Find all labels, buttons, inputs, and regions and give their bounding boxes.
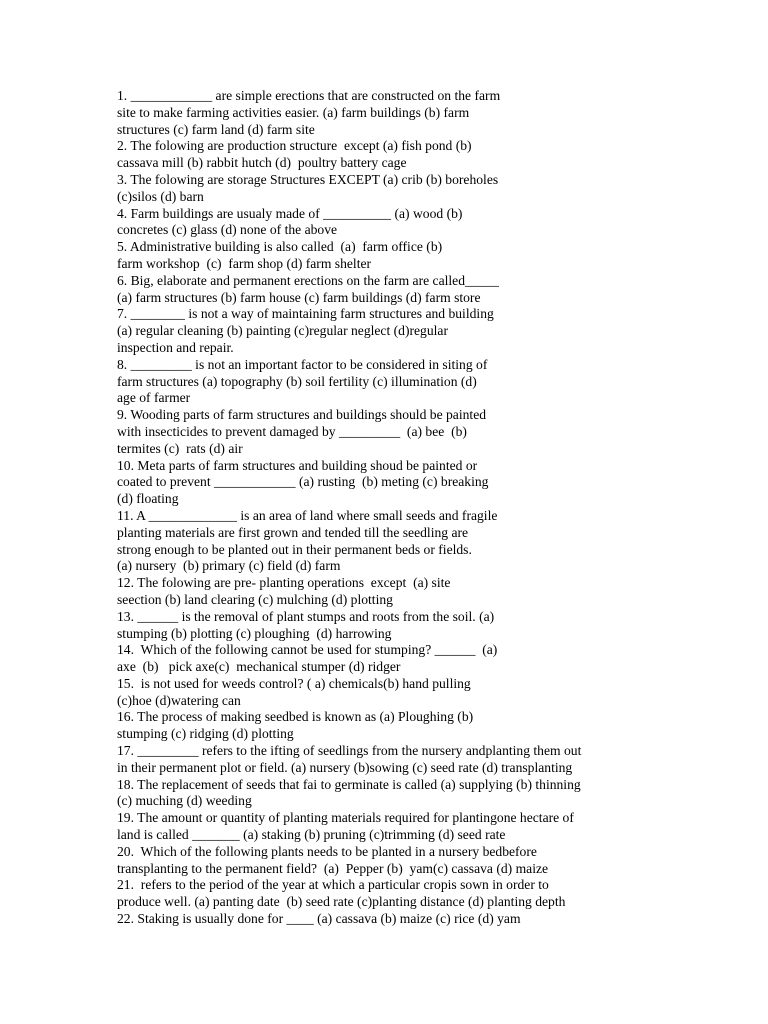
text-line: 14. Which of the following cannot be used for stumping? ______ (a) [117, 642, 498, 658]
text-line: 15. is not used for weeds control? ( a) chemicals(b) hand pulling [117, 675, 471, 691]
text-line: produce well. (a) panting date (b) seed rate (c)planting distance (d) planting depth [117, 894, 566, 910]
text-line: site to make farming activities easier. (a) farm buildings (b) farm [117, 104, 470, 120]
text-line: land is called _______ (a) staking (b) pruning (c)trimming (d) seed rate [117, 827, 506, 843]
text-line: stumping (c) ridging (d) plotting [117, 726, 294, 742]
text-line: 16. The process of making seedbed is known as (a) Ploughing (b) [117, 709, 474, 725]
text-line: 17. _________ refers to the ifting of seedlings from the nursery andplanting them out [117, 743, 582, 759]
text-line: seection (b) land clearing (c) mulching (d) plotting [117, 591, 393, 607]
text-line: (a) nursery (b) primary (c) field (d) farm [117, 558, 341, 574]
text-line: 5. Administrative building is also called (a) farm office (b) [117, 239, 443, 255]
text-line: 7. ________ is not a way of maintaining farm structures and building [117, 306, 494, 322]
text-line: planting materials are first grown and tended till the seedling are [117, 524, 469, 540]
text-line: 22. Staking is usually done for ____ (a) cassava (b) maize (c) rice (d) yam [117, 911, 521, 927]
text-line: inspection and repair. [117, 339, 234, 355]
text-line: concretes (c) glass (d) none of the above [117, 222, 338, 238]
text-line: 18. The replacement of seeds that fai to germinate is called (a) supplying (b) thinning [117, 776, 581, 792]
text-line: 11. A _____________ is an area of land where small seeds and fragile [117, 507, 498, 523]
text-line: 19. The amount or quantity of planting materials required for plantingone hectare of [117, 810, 574, 826]
text-line: 13. ______ is the removal of plant stumps and roots from the soil. (a) [117, 608, 495, 624]
text-line: in their permanent plot or field. (a) nursery (b)sowing (c) seed rate (d) transplanting [117, 759, 573, 775]
text-line: 20. Which of the following plants needs to be planted in a nursery bedbefore [117, 843, 537, 859]
text-line: (d) floating [117, 491, 179, 507]
text-line: 2. The folowing are production structure except (a) fish pond (b) [117, 138, 472, 154]
text-line: strong enough to be planted out in their permanent beds or fields. [117, 541, 472, 557]
text-line: farm structures (a) topography (b) soil fertility (c) illumination (d) [117, 373, 477, 389]
text-line: (c)silos (d) barn [117, 188, 204, 204]
text-line: farm workshop (c) farm shop (d) farm shelter [117, 255, 372, 271]
text-line: cassava mill (b) rabbit hutch (d) poultry battery cage [117, 155, 407, 171]
document-body [117, 88, 717, 928]
text-line: 4. Farm buildings are usualy made of __________ (a) wood (b) [117, 205, 463, 221]
text-line: 3. The folowing are storage Structures EXCEPT (a) crib (b) boreholes [117, 171, 499, 187]
text-line: structures (c) farm land (d) farm site [117, 121, 315, 137]
text-line: 1. ____________ are simple erections that are constructed on the farm [117, 88, 501, 103]
text-line: coated to prevent ____________ (a) rusting (b) meting (c) breaking [117, 474, 489, 490]
text-line: transplanting to the permanent field? (a) Pepper (b) yam(c) cassava (d) maize [117, 860, 549, 876]
text-line: axe (b) pick axe(c) mechanical stumper (d) ridger [117, 659, 401, 675]
text-line: 6. Big, elaborate and permanent erections on the farm are called_____ [117, 272, 499, 288]
text-line: (c)hoe (d)watering can [117, 692, 241, 708]
text-line: (a) regular cleaning (b) painting (c)regular neglect (d)regular [117, 323, 448, 339]
text-line: termites (c) rats (d) air [117, 440, 243, 456]
text-line: age of farmer [117, 390, 191, 406]
text-line: 10. Meta parts of farm structures and building shoud be painted or [117, 457, 478, 473]
text-line: 21. refers to the period of the year at which a particular cropis sown in order to [117, 877, 549, 893]
text-line: 9. Wooding parts of farm structures and buildings should be painted [117, 407, 487, 423]
text-line: 8. _________ is not an important factor to be considered in siting of [117, 356, 488, 372]
text-line: (c) muching (d) weeding [117, 793, 252, 809]
text-line: 12. The folowing are pre- planting operations except (a) site [117, 575, 451, 591]
text-line: (a) farm structures (b) farm house (c) farm buildings (d) farm store [117, 289, 481, 305]
text-line: with insecticides to prevent damaged by _________ (a) bee (b) [117, 423, 467, 439]
text-line: stumping (b) plotting (c) ploughing (d) harrowing [117, 625, 392, 641]
